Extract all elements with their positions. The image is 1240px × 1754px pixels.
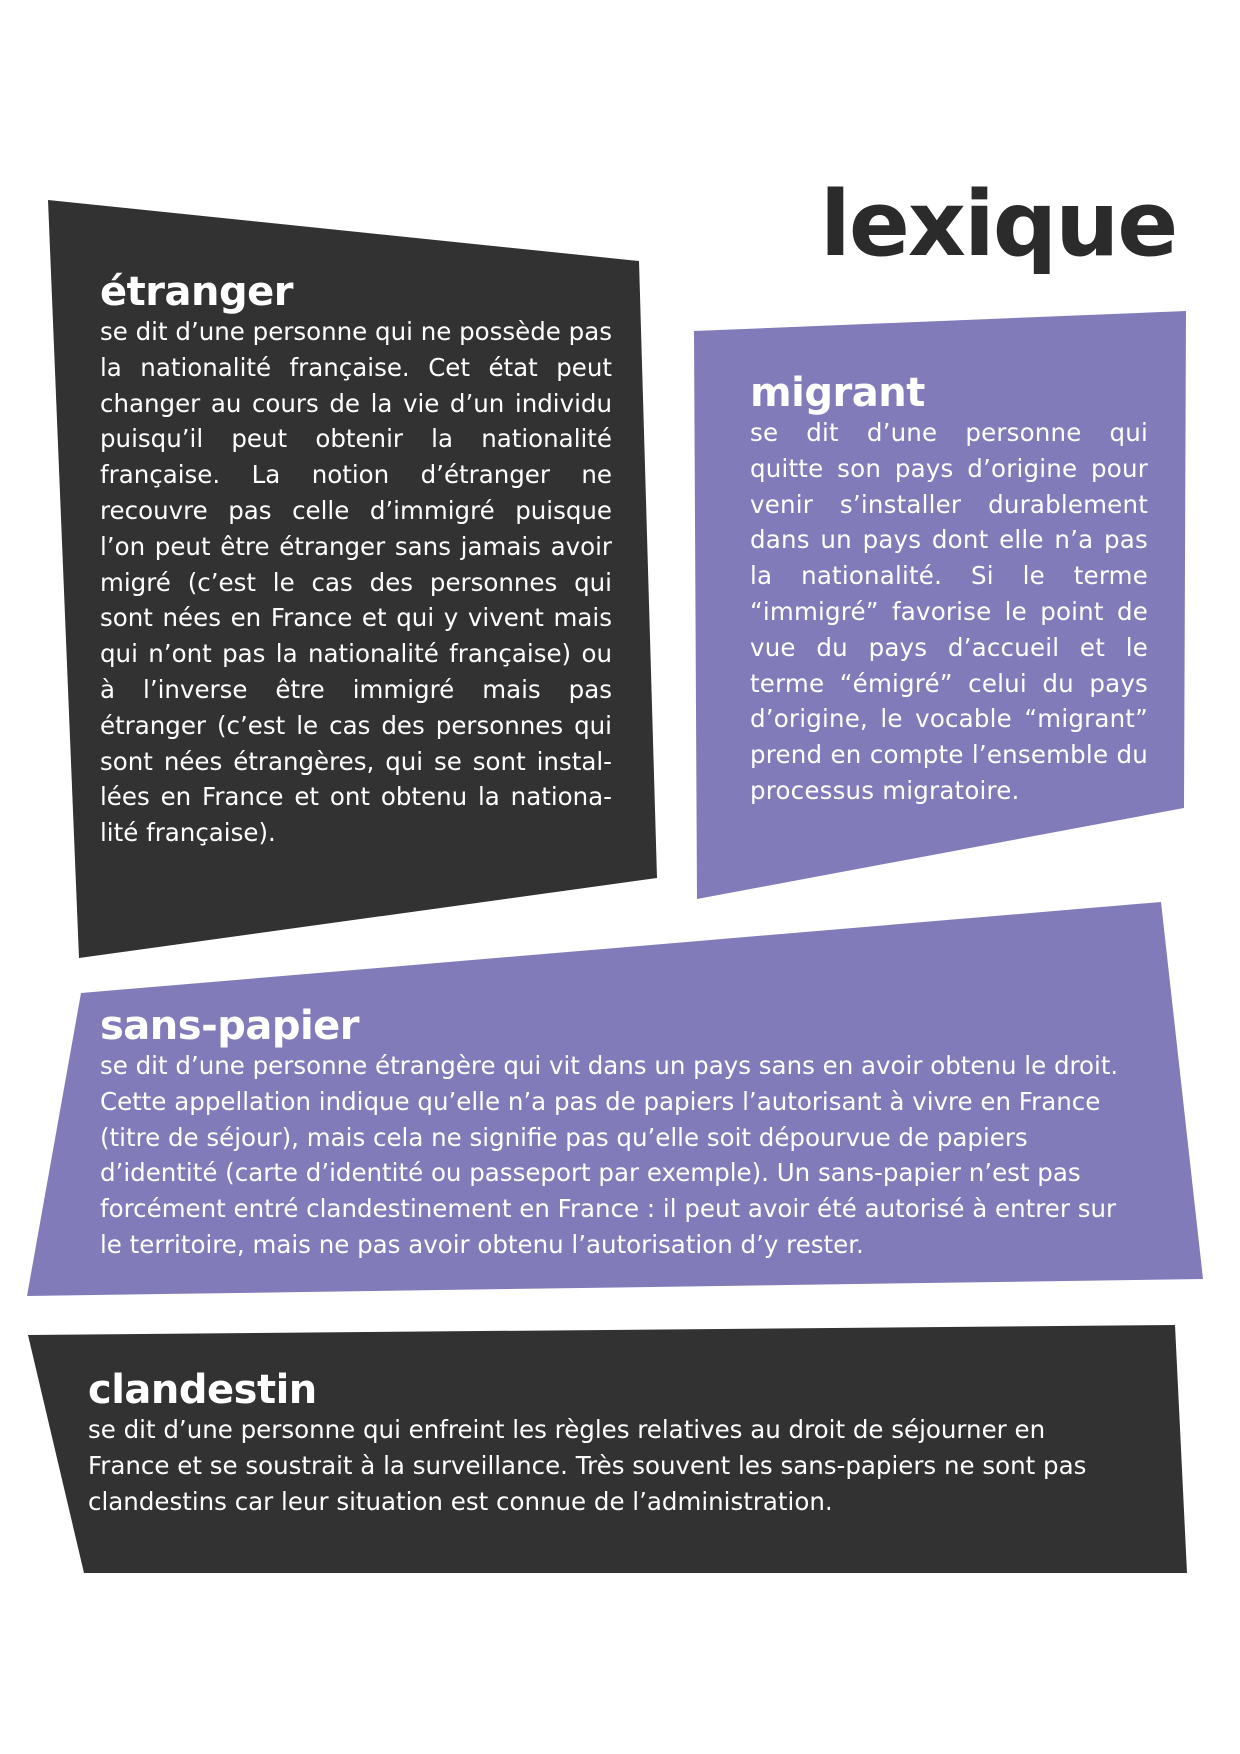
entry-term: clandestin [88,1367,317,1413]
entry-migrant [750,371,1148,809]
entry-definition: se dit d’une personne qui enfreint les règles relatives au droit de séjourner en France et se soustrait à la surveillance. Très souvent les sans-papiers ne sont pas clandestins car leur situation est connue de l’administration. [88,1415,1087,1516]
entry-term: étranger [100,269,293,315]
entry-definition: se dit d’une personne qui quitte son pays d’origine pour venir s’installer durablement dans un pays dont elle n’a pas la nationalité. Si le terme “immigré” favorise le point de vue du pays d’accueil et le terme “émigré” celui du pays d’origine, le vocable “migrant” prend en compte l’ensemble du processus migratoire. [750,418,1148,805]
entry-definition: se dit d’une personne étrangère qui vit dans un pays sans en avoir obtenu le droit. Cette appellation indique qu’elle n’a pas de papiers l’autorisant à vivre en France (titre de séjour), mais cela ne signifie pas qu’elle soit dépourvue de papiers d’identité (carte d’identité ou passeport par exemple). Un sans-papier n’est pas forcément entré clandestinement en France : il peut avoir été autorisé à entrer sur le territoire, mais ne pas avoir obtenu l’autorisation d’y rester. [100,1051,1119,1259]
entry-sans-papier [100,1004,1140,1263]
entry-definition: se dit d’une personne qui ne possède pas la nationalité française. Cet état peut changer au cours de la vie d’un individu puisqu’il peut obtenir la nationalité française. La notion d’étranger ne recouvre pas celle d’immigré puisque l’on peut être étranger sans jamais avoir migré (c’est le cas des personnes qui sont nées en France et qui y vivent mais qui n’ont pas la nationalité française) ou à l’inverse être immigré mais pas étranger (c’est le cas des personnes qui sont nées étrangères, qui se sont installées en France et ont obtenu la nationalité française). [100,317,612,848]
entry-etranger [100,270,612,851]
entry-clandestin [88,1368,1128,1519]
entry-term: sans-papier [100,1003,360,1049]
entry-term: migrant [750,370,925,416]
page-title: lexique [820,172,1177,277]
